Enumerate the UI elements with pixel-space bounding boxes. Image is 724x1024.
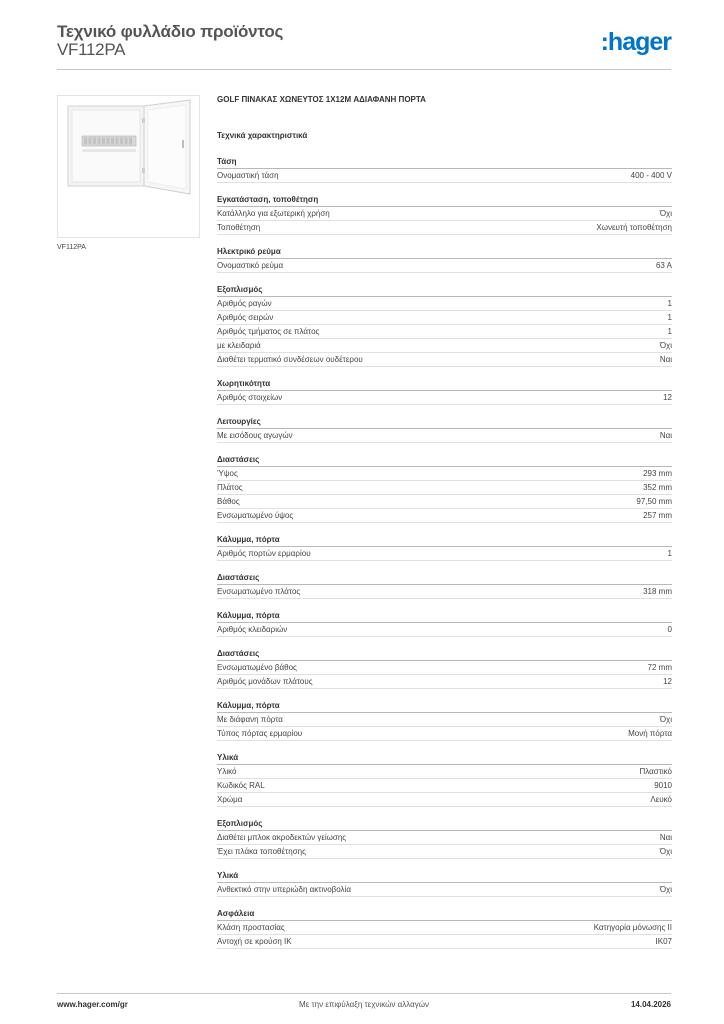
page-header xyxy=(57,20,671,70)
spec-label: Ενσωματωμένο ύψος xyxy=(217,511,294,520)
spec-value: 1 xyxy=(667,313,672,322)
spec-section xyxy=(217,155,672,183)
spec-section xyxy=(217,415,672,443)
product-title: GOLF ΠΙΝΑΚΑΣ ΧΩΝΕΥΤΟΣ 1X12M ΑΔΙΑΦΑΝΗ ΠΟΡΤΑ xyxy=(217,95,426,104)
spec-label: Αντοχή σε κρούση IK xyxy=(217,937,292,946)
spec-value: 293 mm xyxy=(643,469,672,478)
section-heading: Διαστάσεις xyxy=(217,453,672,467)
footer-note: Με την επιφύλαξη τεχνικών αλλαγών xyxy=(299,1000,429,1009)
spec-value: Όχι xyxy=(659,885,672,894)
spec-value: 1 xyxy=(667,549,672,558)
spec-row xyxy=(217,481,672,495)
spec-label: Αριθμός τμήματος σε πλάτος xyxy=(217,327,320,336)
spec-value: 352 mm xyxy=(643,483,672,492)
section-heading: Διαστάσεις xyxy=(217,571,672,585)
spec-value: Όχι xyxy=(659,341,672,350)
spec-label: Βάθος xyxy=(217,497,240,506)
spec-value: Ναι xyxy=(659,431,672,440)
section-heading: Διαστάσεις xyxy=(217,647,672,661)
spec-label: Κλάση προστασίας xyxy=(217,923,285,932)
spec-label: Έχει πλάκα τοποθέτησης xyxy=(217,847,306,856)
section-heading: Λειτουργίες xyxy=(217,415,672,429)
section-heading: Τάση xyxy=(217,155,672,169)
spec-label: Ενσωματωμένο βάθος xyxy=(217,663,297,672)
specifications-panel xyxy=(217,94,672,959)
spec-label: Αριθμός μονάδων πλάτους xyxy=(217,677,313,686)
spec-row xyxy=(217,339,672,353)
spec-section xyxy=(217,283,672,367)
spec-label: Χρώμα xyxy=(217,795,243,804)
spec-row xyxy=(217,221,672,235)
spec-sections xyxy=(217,155,672,949)
spec-label: Αριθμός ραγών xyxy=(217,299,272,308)
section-heading: Κάλυμμα, πόρτα xyxy=(217,699,672,713)
spec-label: Τοποθέτηση xyxy=(217,223,261,232)
section-heading: Κάλυμμα, πόρτα xyxy=(217,609,672,623)
spec-section xyxy=(217,453,672,523)
spec-row xyxy=(217,325,672,339)
spec-row xyxy=(217,845,672,859)
spec-row xyxy=(217,713,672,727)
spec-row xyxy=(217,765,672,779)
spec-row xyxy=(217,259,672,273)
spec-value: Λευκό xyxy=(650,795,672,804)
spec-value: Όχι xyxy=(659,847,672,856)
spec-section xyxy=(217,193,672,235)
spec-label: Τύπος πόρτας ερμαρίου xyxy=(217,729,303,738)
spec-label: Ανθεκτικό στην υπεριώδη ακτινοβολία xyxy=(217,885,351,894)
spec-label: Αριθμός πορτών ερμαρίου xyxy=(217,549,311,558)
product-image xyxy=(57,95,200,238)
spec-value: IK07 xyxy=(655,937,672,946)
spec-row xyxy=(217,727,672,741)
spec-row xyxy=(217,429,672,443)
spec-row xyxy=(217,779,672,793)
spec-label: Υλικό xyxy=(217,767,237,776)
spec-label: Ονομαστικό ρεύμα xyxy=(217,261,284,270)
document-title: Τεχνικό φυλλάδιο προϊόντος xyxy=(57,22,284,41)
section-heading: Χωρητικότητα xyxy=(217,377,672,391)
spec-value: 257 mm xyxy=(643,511,672,520)
spec-section xyxy=(217,817,672,859)
technical-characteristics-heading: Τεχνικά χαρακτηριστικά xyxy=(217,131,308,140)
spec-row xyxy=(217,831,672,845)
section-heading: Υλικά xyxy=(217,751,672,765)
spec-label: Διαθέτει τερματικό συνδέσεων ουδέτερου xyxy=(217,355,363,364)
spec-value: Ναι xyxy=(659,355,672,364)
page-footer xyxy=(57,993,671,1013)
spec-value: Όχι xyxy=(659,209,672,218)
spec-value: 12 xyxy=(663,393,672,402)
spec-value: 63 A xyxy=(655,261,672,270)
spec-row xyxy=(217,661,672,675)
spec-value: Μονή πόρτα xyxy=(628,729,672,738)
spec-value: 72 mm xyxy=(647,663,672,672)
spec-section xyxy=(217,907,672,949)
section-heading: Ασφάλεια xyxy=(217,907,672,921)
image-caption: VF112PA xyxy=(57,244,86,251)
spec-row xyxy=(217,169,672,183)
spec-section xyxy=(217,699,672,741)
spec-value: 0 xyxy=(667,625,672,634)
spec-label: Αριθμός σειρών xyxy=(217,313,274,322)
spec-value: 1 xyxy=(667,299,672,308)
spec-row xyxy=(217,675,672,689)
spec-value: 1 xyxy=(667,327,672,336)
spec-label: Ύψος xyxy=(217,469,238,478)
spec-label: Κατάλληλο για εξωτερική χρήση xyxy=(217,209,330,218)
spec-row xyxy=(217,353,672,367)
spec-row xyxy=(217,391,672,405)
spec-row xyxy=(217,793,672,807)
spec-section xyxy=(217,751,672,807)
spec-value: 9010 xyxy=(654,781,672,790)
spec-row xyxy=(217,297,672,311)
product-code: VF112PA xyxy=(57,40,126,59)
spec-value: Χωνευτή τοποθέτηση xyxy=(596,223,672,232)
spec-row xyxy=(217,311,672,325)
spec-label: Με διάφανη πόρτα xyxy=(217,715,283,724)
footer-url: www.hager.com/gr xyxy=(57,1000,128,1009)
section-heading: Υλικά xyxy=(217,869,672,883)
spec-section xyxy=(217,609,672,637)
spec-row xyxy=(217,921,672,935)
distribution-board-image xyxy=(58,96,199,237)
spec-label: Αριθμός στοιχείων xyxy=(217,393,283,402)
spec-section xyxy=(217,571,672,599)
section-heading: Ηλεκτρικό ρεύμα xyxy=(217,245,672,259)
spec-row xyxy=(217,585,672,599)
spec-label: Ονομαστική τάση xyxy=(217,171,279,180)
section-heading: Εγκατάσταση, τοποθέτηση xyxy=(217,193,672,207)
spec-row xyxy=(217,547,672,561)
spec-row xyxy=(217,883,672,897)
spec-label: Ενσωματωμένο πλάτος xyxy=(217,587,301,596)
footer-date: 14.04.2026 xyxy=(630,1000,671,1009)
spec-row xyxy=(217,623,672,637)
spec-row xyxy=(217,509,672,523)
section-heading: Εξοπλισμός xyxy=(217,283,672,297)
spec-row xyxy=(217,207,672,221)
spec-value: 400 - 400 V xyxy=(630,171,672,180)
spec-section xyxy=(217,869,672,897)
spec-section xyxy=(217,377,672,405)
spec-value: Κατηγορία μόνωσης II xyxy=(593,923,672,932)
spec-row xyxy=(217,495,672,509)
spec-label: Πλάτος xyxy=(217,483,243,492)
spec-label: Κωδικός RAL xyxy=(217,781,265,790)
hager-logo: :hager xyxy=(600,28,671,56)
spec-value: Πλαστικό xyxy=(639,767,672,776)
spec-value: Όχι xyxy=(659,715,672,724)
spec-section xyxy=(217,533,672,561)
spec-label: Με εισόδους αγωγών xyxy=(217,431,293,440)
spec-section xyxy=(217,647,672,689)
spec-label: με κλειδαριά xyxy=(217,341,261,350)
section-heading: Εξοπλισμός xyxy=(217,817,672,831)
spec-value: 12 xyxy=(663,677,672,686)
spec-label: Αριθμός κλειδαριών xyxy=(217,625,288,634)
spec-value: 97,50 mm xyxy=(636,497,672,506)
spec-row xyxy=(217,935,672,949)
spec-value: 318 mm xyxy=(643,587,672,596)
spec-label: Διαθέτει μπλοκ ακροδεκτών γείωσης xyxy=(217,833,347,842)
spec-section xyxy=(217,245,672,273)
spec-row xyxy=(217,467,672,481)
spec-value: Ναι xyxy=(659,833,672,842)
section-heading: Κάλυμμα, πόρτα xyxy=(217,533,672,547)
